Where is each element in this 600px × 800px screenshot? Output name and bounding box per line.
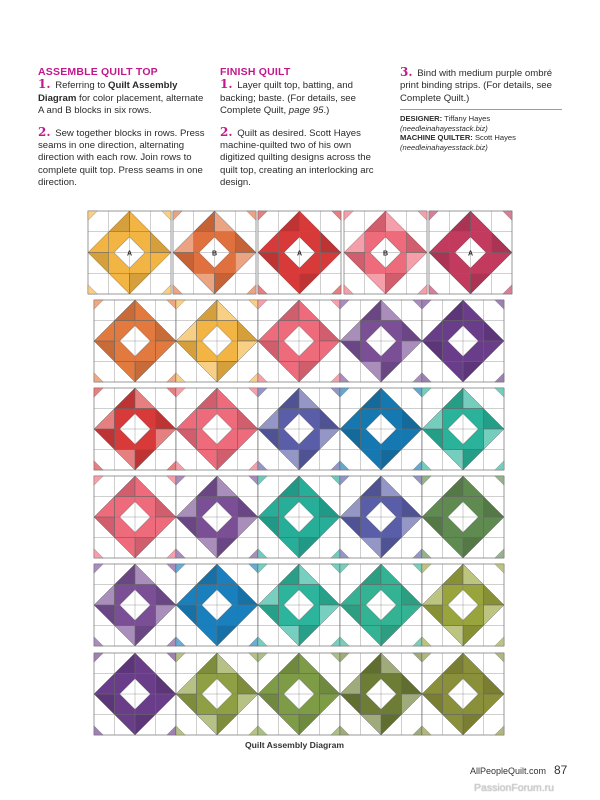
quilt-block	[94, 388, 176, 470]
step-number: 1.	[38, 77, 51, 92]
quilt-block	[422, 300, 504, 382]
step-text: Layer quilt top, batting, and backing; baste. (For details, see Complete Quilt,	[220, 80, 356, 117]
designer-label: DESIGNER:	[400, 114, 443, 124]
block-label: B	[382, 250, 389, 258]
assemble-heading: ASSEMBLE QUILT TOP	[38, 66, 158, 78]
quilt-block	[340, 564, 422, 646]
quilt-block	[176, 388, 258, 470]
page-number: 87	[554, 763, 568, 777]
block-label: B	[211, 250, 218, 258]
designer-name: Tiffany Hayes	[442, 114, 491, 124]
step-text: Referring to	[52, 80, 108, 92]
page-reference: page 95	[288, 105, 324, 117]
quilt-block	[94, 653, 176, 735]
quilt-block	[258, 653, 340, 735]
quilt-block	[94, 564, 176, 646]
quilt-block	[258, 476, 340, 558]
watermark: PassionForum.ru	[474, 782, 554, 794]
quilt-block	[258, 300, 340, 382]
block-label: A	[296, 250, 303, 258]
diagram-caption: Quilt Assembly Diagram	[245, 740, 345, 750]
designer-website: (needleinahayesstack.biz)	[400, 123, 488, 133]
quilt-block	[176, 300, 258, 382]
quilter-label: MACHINE QUILTER:	[400, 133, 473, 143]
quilter-name: Scott Hayes	[472, 133, 516, 143]
quilt-block	[340, 388, 422, 470]
quilt-block	[344, 211, 427, 294]
block-label: A	[126, 250, 133, 258]
quilt-block	[258, 211, 341, 294]
quilt-block	[422, 476, 504, 558]
quilt-block	[340, 300, 422, 382]
step-text: Bind with medium purple ombré print binding strips. (For details, see Complete Quilt.)	[400, 68, 553, 104]
step-text: Sew together blocks in rows. Press seams in one direction, alternating direction with each row. Join rows to complete quilt top. Press seams in one direction.	[38, 127, 205, 189]
step-text: Quilt as desired. Scott Hayes machine-quilted two of his own digitized quilting designs across the quilt top, creating an interlocking arc design.	[220, 127, 374, 189]
quilt-block	[422, 388, 504, 470]
quilt-block	[340, 476, 422, 558]
quilt-block	[173, 211, 256, 294]
footer-website: AllPeopleQuilt.com	[470, 766, 547, 776]
quilt-block	[88, 211, 171, 294]
step-number: 2.	[220, 124, 233, 139]
step-text: for color placement, alternate A and B blocks in six rows.	[38, 92, 204, 117]
block-label: A	[467, 250, 474, 258]
finish-heading: FINISH QUILT	[220, 66, 291, 78]
quilt-block	[422, 653, 504, 735]
step-text: .)	[323, 105, 330, 117]
quilt-block	[258, 564, 340, 646]
quilt-block	[340, 653, 422, 735]
step-number: 1.	[220, 77, 233, 92]
quilt-block	[176, 564, 258, 646]
quilt-block	[94, 300, 176, 382]
diagram-reference: Quilt Assembly Diagram	[38, 80, 178, 104]
quilter-website: (needleinahayesstack.biz)	[400, 143, 488, 152]
quilt-block	[176, 476, 258, 558]
step-number: 2.	[38, 124, 51, 139]
quilt-block	[429, 211, 512, 294]
quilt-block	[176, 653, 258, 735]
quilt-block	[258, 388, 340, 470]
quilt-block	[94, 476, 176, 558]
step-number: 3.	[400, 65, 413, 79]
quilt-block	[422, 564, 504, 646]
